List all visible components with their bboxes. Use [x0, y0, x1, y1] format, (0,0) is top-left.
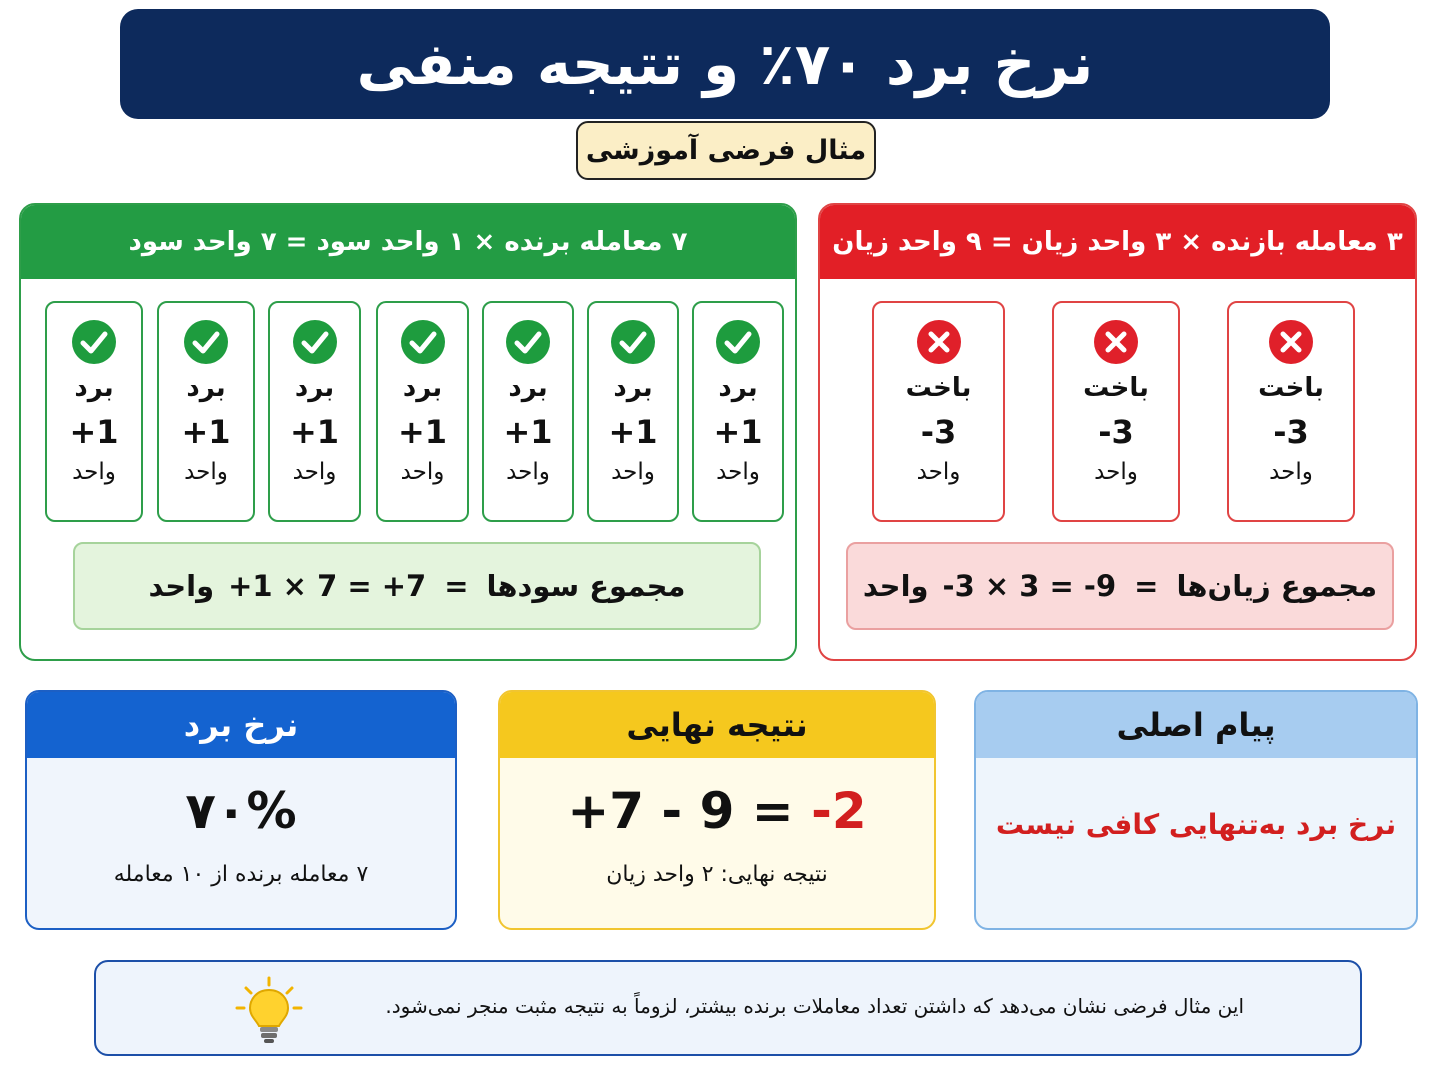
loss-label: باخت	[1083, 373, 1149, 403]
losses-panel	[818, 203, 1417, 661]
loss-value: -3	[1273, 413, 1309, 451]
wins-sum: واحد +1 × 7 = +7 = مجموع سودها	[73, 542, 761, 630]
loss-value: -3	[920, 413, 957, 451]
wins-sum-label: مجموع سودها	[486, 569, 686, 603]
wins-sum-unit: واحد	[148, 569, 215, 603]
check-circle-icon	[183, 319, 229, 365]
loss-label: باخت	[905, 373, 972, 403]
check-circle-icon	[715, 319, 761, 365]
win-card	[482, 301, 574, 522]
check-circle-icon	[400, 319, 446, 365]
wins-header: ۷ معامله برنده × ۱ واحد سود = ۷ واحد سود	[21, 205, 795, 279]
win-label: برد	[186, 373, 226, 403]
check-circle-icon	[292, 319, 338, 365]
win-card	[692, 301, 784, 522]
loss-label: باخت	[1258, 373, 1324, 403]
x-circle-icon	[916, 319, 962, 365]
win-label: برد	[718, 373, 758, 403]
win-unit: واحد	[292, 459, 337, 485]
losses-sum-formula: -3 × 3 = -9	[942, 569, 1117, 603]
losses-header: ۳ معامله بازنده × ۳ واحد زیان = ۹ واحد زیان	[820, 205, 1415, 279]
win-label: برد	[613, 373, 653, 403]
final-result-value: -2	[811, 782, 867, 840]
final-result-title: نتیجه نهایی	[500, 692, 934, 758]
win-unit: واحد	[400, 459, 445, 485]
loss-unit: واحد	[1094, 459, 1138, 485]
loss-card	[872, 301, 1005, 522]
win-unit: واحد	[506, 459, 550, 485]
title-banner	[120, 9, 1330, 119]
win-value: +1	[397, 413, 448, 451]
losses-sum-unit: واحد	[862, 569, 929, 603]
final-result-detail: نتیجه نهایی: ۲ واحد زیان	[606, 862, 828, 887]
check-circle-icon	[610, 319, 656, 365]
win-card	[376, 301, 469, 522]
win-unit: واحد	[184, 459, 228, 485]
main-message-title: پیام اصلی	[976, 692, 1416, 758]
losses-sum-label: مجموع زیان‌ها	[1176, 569, 1378, 603]
win-card	[157, 301, 255, 522]
footer-note-text: این مثال فرضی نشان می‌دهد که داشتن تعداد معاملات برنده بیشتر، لزوماً به نتیجه مثبت منجر نمی‌شود.	[385, 994, 1244, 1018]
loss-card	[1052, 301, 1180, 522]
win-unit: واحد	[716, 459, 760, 485]
footer-note	[94, 960, 1362, 1056]
loss-unit: واحد	[916, 459, 961, 485]
win-label: برد	[402, 373, 443, 403]
win-value: +1	[289, 413, 340, 451]
wins-sum-formula: +1 × 7 = +7	[228, 569, 427, 603]
page-title: نرخ برد ۷۰٪ و تتیجه منفی	[356, 30, 1094, 98]
main-message-box	[974, 690, 1418, 930]
loss-value: -3	[1098, 413, 1134, 451]
win-value: +1	[503, 413, 553, 451]
lightbulb-icon	[234, 976, 304, 1046]
losses-sum: واحد -3 × 3 = -9 = مجموع زیان‌ها	[846, 542, 1394, 630]
check-circle-icon	[71, 319, 117, 365]
win-rate-detail: ۷ معامله برنده از ۱۰ معامله	[113, 862, 369, 887]
win-label: برد	[74, 373, 114, 403]
final-result-equation	[500, 782, 934, 840]
loss-card	[1227, 301, 1355, 522]
win-value: +1	[608, 413, 658, 451]
win-value: +1	[713, 413, 763, 451]
x-circle-icon	[1268, 319, 1314, 365]
win-value: +1	[69, 413, 119, 451]
wins-panel	[19, 203, 797, 661]
win-unit: واحد	[72, 459, 116, 485]
win-card	[268, 301, 361, 522]
loss-unit: واحد	[1269, 459, 1313, 485]
win-label: برد	[508, 373, 548, 403]
main-message-text: نرخ برد به‌تنهایی کافی نیست	[995, 808, 1397, 841]
x-circle-icon	[1093, 319, 1139, 365]
win-label: برد	[294, 373, 335, 403]
check-circle-icon	[505, 319, 551, 365]
win-card	[45, 301, 143, 522]
subtitle-badge: مثال فرضی آموزشی	[576, 121, 876, 180]
win-card	[587, 301, 679, 522]
win-unit: واحد	[611, 459, 655, 485]
final-result-formula: +7 - 9 =	[567, 782, 794, 840]
win-rate-box	[25, 690, 457, 930]
win-rate-title: نرخ برد	[27, 692, 455, 758]
final-result-box	[498, 690, 936, 930]
win-rate-value: ۷۰%	[185, 782, 297, 840]
win-value: +1	[181, 413, 231, 451]
